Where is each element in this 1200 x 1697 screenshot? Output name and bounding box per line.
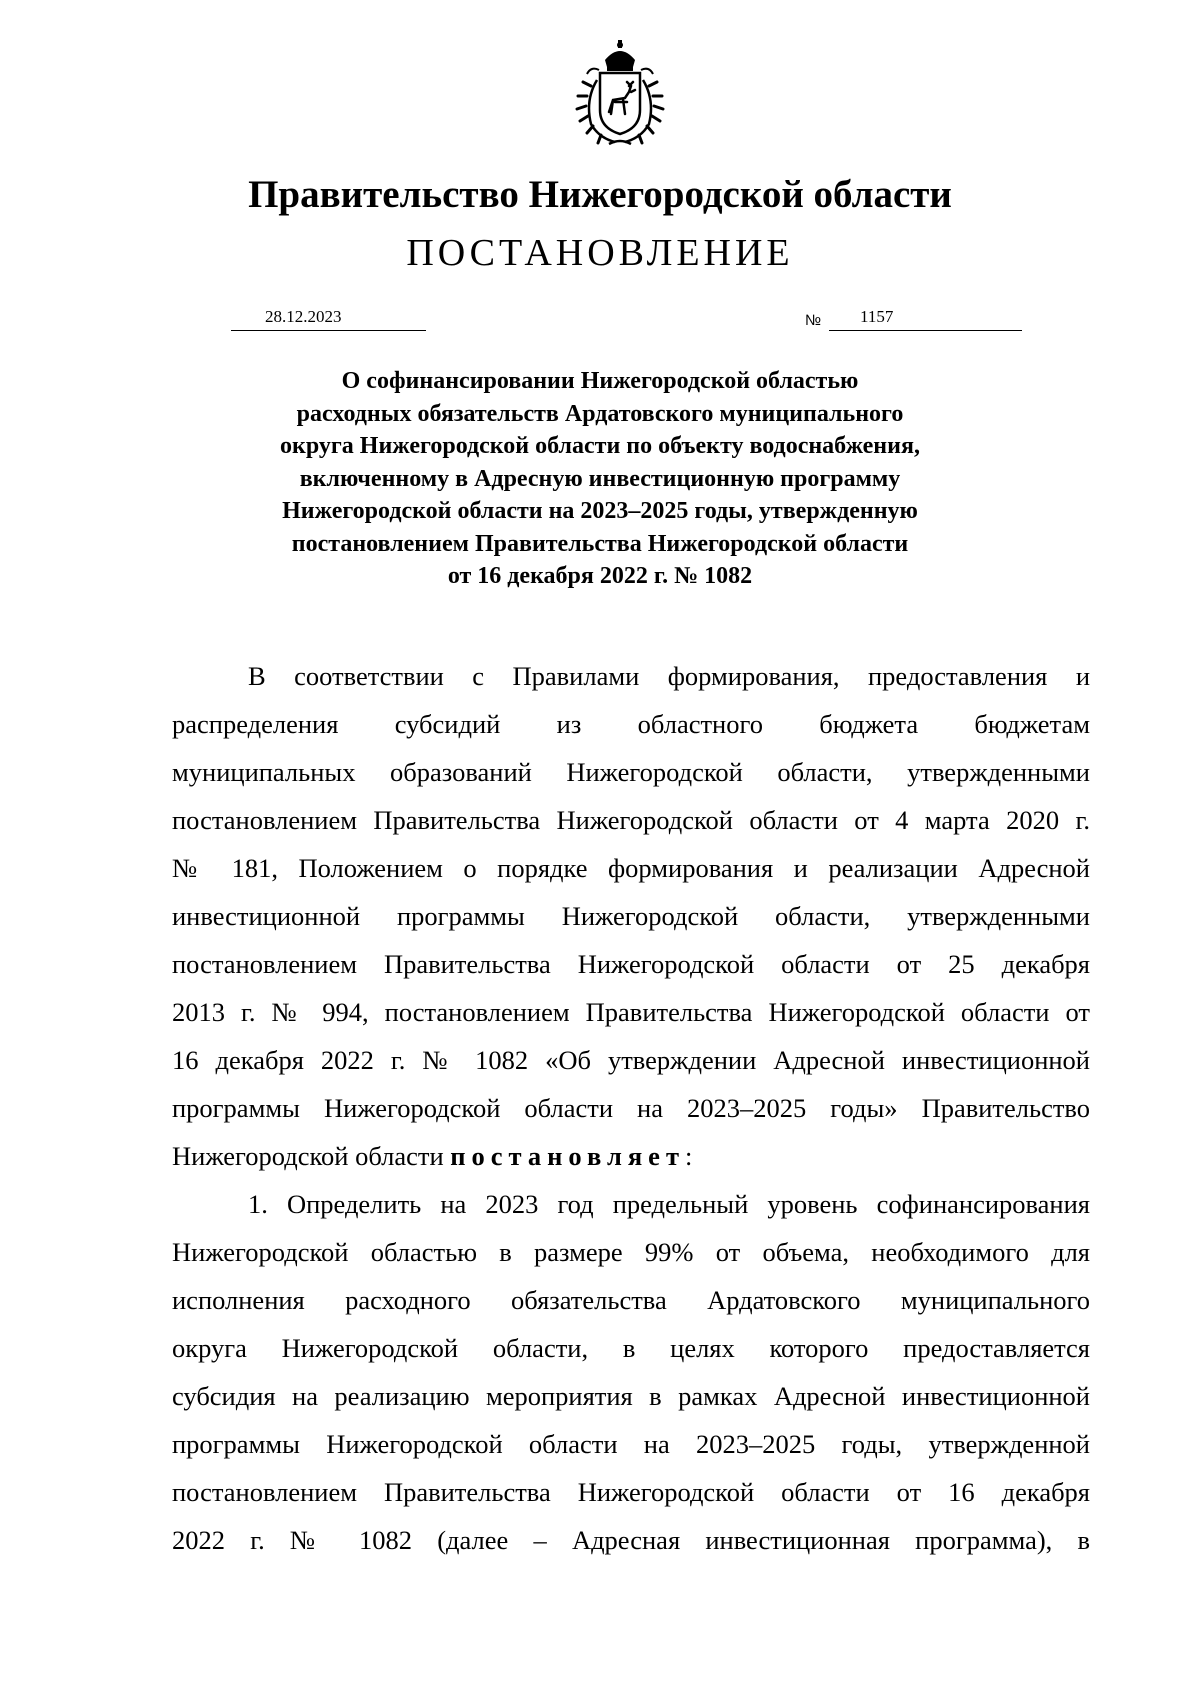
body-line: инвестиционной программы Нижегородской области, утвержденными <box>172 901 1090 931</box>
resolution-keyword: постановляет <box>450 1141 685 1171</box>
document-type: ПОСТАНОВЛЕНИЕ <box>406 232 794 274</box>
body-line: Нижегородской областью в размере 99% от объема, необходимого для <box>172 1237 1090 1267</box>
resolution-suffix: : <box>684 1141 693 1171</box>
title-line: О софинансировании Нижегородской областью <box>341 368 859 394</box>
body-line: 1. Определить на 2023 год предельный уровень софинансирования <box>248 1189 1090 1219</box>
body-line: постановлением Правительства Нижегородской области от 16 декабря <box>172 1477 1090 1507</box>
title-line: от 16 декабря 2022 г. № 1082 <box>447 563 753 589</box>
body-line: программы Нижегородской области на 2023–2025 годы, утвержденной <box>172 1429 1090 1459</box>
document-number: 1157 <box>860 307 894 326</box>
body-line: 2022 г. № 1082 (далее – Адресная инвестиционная программа), в <box>172 1525 1090 1555</box>
title-line: Нижегородской области на 2023–2025 годы, утвержденную <box>282 498 918 524</box>
body-line: субсидия на реализацию мероприятия в рамках Адресной инвестиционной <box>172 1381 1090 1411</box>
document-title <box>170 365 1030 593</box>
body-line: 16 декабря 2022 г. № 1082 «Об утверждении Адресной инвестиционной <box>172 1045 1090 1075</box>
body-line: В соответствии с Правилами формирования, предоставления и <box>248 661 1090 691</box>
title-line: округа Нижегородской области по объекту водоснабжения, <box>280 433 920 459</box>
paragraph-item-1 <box>172 1180 1090 1564</box>
body-line-resolution <box>172 1132 1090 1180</box>
body-line: исполнения расходного обязательства Ардатовского муниципального <box>172 1285 1090 1315</box>
coat-of-arms-icon <box>569 40 671 150</box>
organization-name: Правительство Нижегородской области <box>248 173 952 216</box>
body-line: 2013 г. № 994, постановлением Правительства Нижегородской области от <box>172 997 1090 1027</box>
title-line: расходных обязательств Ардатовского муниципального <box>296 400 904 427</box>
title-line: постановлением Правительства Нижегородской области <box>291 530 909 557</box>
body-line: постановлением Правительства Нижегородской области от 4 марта 2020 г. <box>172 805 1090 835</box>
document-body <box>172 652 1090 1564</box>
body-line: округа Нижегородской области, в целях которого предоставляется <box>172 1333 1090 1363</box>
number-underline <box>829 330 1022 331</box>
resolution-prefix: Нижегородской области <box>172 1141 451 1171</box>
body-line: распределения субсидий из областного бюджета бюджетам <box>172 709 1090 739</box>
body-line: постановлением Правительства Нижегородской области от 25 декабря <box>172 949 1090 979</box>
title-line: включенному в Адресную инвестиционную программу <box>299 465 901 492</box>
number-label: № <box>805 312 822 329</box>
body-line: № 181, Положением о порядке формирования и реализации Адресной <box>172 853 1090 883</box>
body-line: муниципальных образований Нижегородской области, утвержденными <box>172 757 1090 787</box>
paragraph-preamble <box>172 652 1090 1180</box>
body-line: программы Нижегородской области на 2023–2025 годы» Правительство <box>172 1093 1090 1123</box>
date-underline <box>231 330 426 331</box>
document-date: 28.12.2023 <box>265 307 342 326</box>
